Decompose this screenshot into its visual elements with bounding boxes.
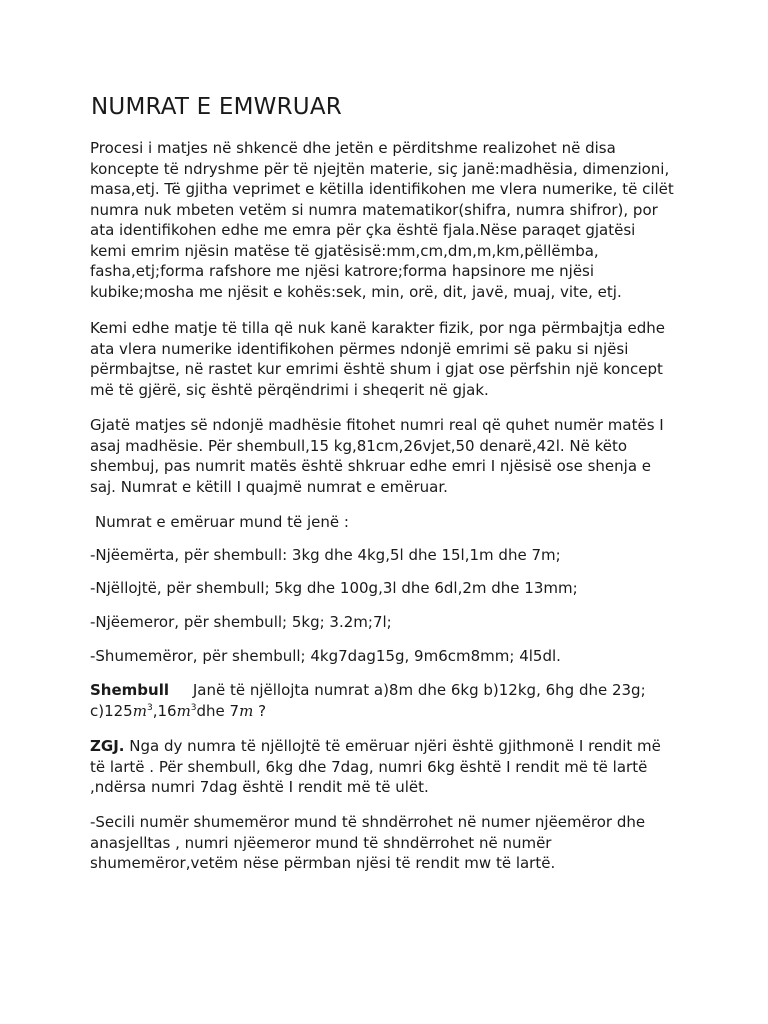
list-item-same-name: -Njëemërta, për shembull: 3kg dhe 4kg,5l dhe 15l,1m dhe 7m; [90,546,561,564]
example-label: Shembull [90,681,169,699]
text-line: kubike;mosha me njësit e kohës:sek, min, orë, dit, javë, muaj, vite, etj. [90,282,622,301]
text-line: kemi emrim njësin matëse të gjatësisë:mm,cm,dm,m,km,pëllëmba, [90,241,599,260]
text-line: $c)125m^3,16m^3dhe$ 7m ? [90,701,267,720]
text-line: përmbajtse, në rastet kur emrimi është shum i gjat ose përfshin një koncept [90,360,663,378]
paragraph-measurement-intro [90,138,674,302]
text-line: masa,etj. Të gjitha veprimet e këtilla identifikohen me vlera numerike, të cilët [90,180,674,198]
text-line: Kemi edhe matje të tilla që nuk kanë karakter fizik, por nga përmbajtja edhe [90,319,665,337]
text-line: -Secili numër shumemëror mund të shndërrohet në numer njëemëror dhe [90,813,646,831]
list-item-multi-unit: -Shumemëror, për shembull; 4kg7dag15g, 9m6cm8mm; 4l5dl. [90,647,561,665]
paragraph-types-heading: Numrat e emëruar mund të jenë : [95,513,349,531]
paragraph-example [90,680,646,721]
text-line: ata vlera numerike identifikohen përmes ndonjë emrimi së paku si njësi [90,339,629,358]
text-line: të lartë . Për shembull, 6kg dhe 7dag, numri 6kg është I rendit më të lartë [90,757,648,776]
list-item-single-unit: -Njëemeror, për shembull; 5kg; 3.2m;7l; [90,613,392,631]
text-line: asaj madhësie. Për shembull,15 kg,81cm,26vjet,50 denarë,42l. Në këto [90,436,628,455]
example-text: Janë të njëllojta numrat a)8m dhe 6kg b)12kg, 6hg dhe 23g; [192,681,646,699]
unit-m: m [176,701,191,720]
text-line: Gjatë matjes së ndonjë madhësie fitohet numri real që quhet numër matës I [90,416,664,434]
text-line: ,ndërsa numri 7dag është I rendit më të ulët. [90,778,429,796]
list-item-same-kind: -Njëllojtë, për shembull; 5kg dhe 100g,3l dhe 6dl,2m dhe 13mm; [90,579,578,597]
text-line: shumemëror,vetëm nëse përmban njësi të rendit mw të lartë. [90,854,556,872]
text-line: saj. Numrat e këtill I quajmë numrat e emëruar. [90,477,448,496]
text-line: ata identifikohen edhe me emra për çka është fjala.Nëse paraqet gjatësi [90,221,636,239]
paragraph-conversion [90,812,645,874]
text-line: shembuj, pas numrit matës është shkruar edhe emri I njësisë ose shenja e [90,457,652,475]
text-line: Procesi i matjes në shkencë dhe jetën e përditshme realizohet në disa [90,139,616,157]
text-line: koncepte të ndryshme për të njejtën materie, siç janë:madhësia, dimenzioni, [90,159,670,178]
unit-m: m [239,701,254,720]
paragraph-measuring-number [90,415,664,497]
text-line: më të gjërë, siç është përqëndrimi i sheqerit në gjak. [90,380,489,399]
paragraph-solution [90,736,661,798]
paragraph-nonphysical [90,318,665,400]
text-line: fasha,etj;forma rafshore me njësi katrore;forma hapsinore me njësi [90,262,595,280]
document-title: NUMRAT E EMWRUAR [91,94,342,120]
solution-label: ZGJ. [90,737,125,755]
unit-m: m [132,701,147,720]
text-line [90,680,646,701]
text-line: anasjelltas , numri njëemeror mund të shndërrohet në numër [90,833,552,852]
text-line: numra nuk mbeten vetëm si numra matematikor(shifra, numra shifror), por [90,200,658,219]
text-line: ZGJ. Nga dy numra të njëllojtë të emëruar njëri është gjithmonë I rendit më [90,737,661,755]
